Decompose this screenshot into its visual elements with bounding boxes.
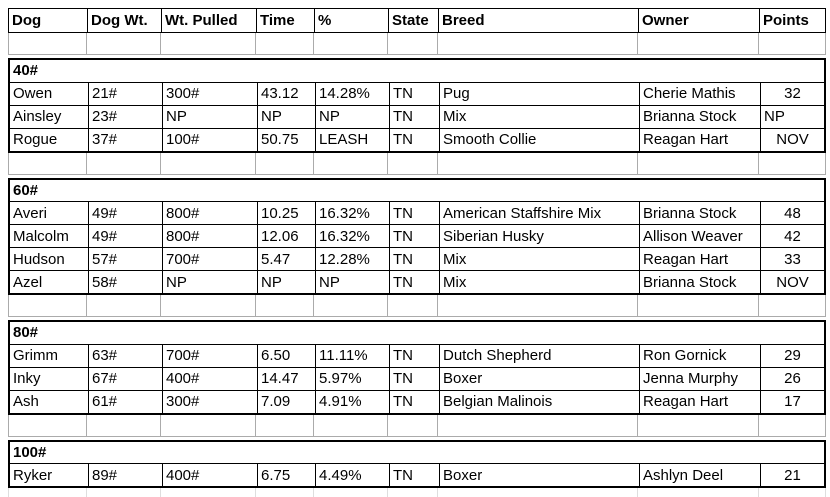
cell-breed: Mix [439, 271, 639, 293]
cell-time: 43.12 [257, 83, 315, 105]
cell-time: NP [257, 271, 315, 293]
spacer-cell [638, 33, 759, 54]
cell-breed: Siberian Husky [439, 225, 639, 247]
column-header-dog: Dog [12, 12, 42, 29]
cell-dog: Malcolm [13, 227, 69, 245]
cell-dog-wt: 23# [88, 106, 162, 128]
column-header-dog-wt: Dog Wt. [87, 9, 161, 32]
cell-points: 33 [760, 248, 824, 270]
cell-time: 6.50 [257, 345, 315, 367]
spacer-cell [759, 295, 826, 316]
spacer-cell [161, 295, 256, 316]
spacer-cell [87, 153, 161, 174]
cell-wt-pulled: 700# [162, 248, 257, 270]
spacer-cell [759, 415, 826, 436]
spacer-cell [438, 295, 638, 316]
spacer-cell [87, 33, 161, 54]
cell-: NP [315, 271, 389, 293]
cell-state: TN [389, 248, 439, 270]
spacer-cell [161, 33, 256, 54]
weight-class-section-60 [8, 178, 826, 296]
cell-dog-wt: 49# [88, 225, 162, 247]
cell-time: 10.25 [257, 202, 315, 224]
spacer-cell [87, 488, 161, 497]
cell-owner: Cherie Mathis [639, 83, 760, 105]
cell-owner: Reagan Hart [639, 129, 760, 151]
spacer-cell [438, 415, 638, 436]
cell-dog: Inky [13, 370, 41, 387]
spacer-cell [759, 488, 826, 497]
spacer-row [8, 153, 826, 175]
spacer-row [8, 295, 826, 317]
table-row [10, 270, 824, 293]
cell-dog: Ryker [13, 466, 53, 484]
cell-: LEASH [315, 129, 389, 151]
spacer-cell [638, 415, 759, 436]
spacer-cell [438, 488, 638, 497]
spacer-cell [161, 415, 256, 436]
cell-state: TN [389, 368, 439, 390]
cell-: 5.97% [315, 368, 389, 390]
spacer-cell [161, 488, 256, 497]
weight-class-title: 40# [10, 60, 824, 83]
table-body [8, 33, 826, 497]
spacer-cell [388, 295, 438, 316]
cell-points: NP [760, 106, 824, 128]
weight-class-title: 80# [10, 322, 824, 345]
cell-wt-pulled: 800# [162, 202, 257, 224]
cell-breed: Boxer [439, 368, 639, 390]
cell-: 4.49% [315, 464, 389, 486]
cell-owner: Brianna Stock [639, 106, 760, 128]
cell-state: TN [389, 464, 439, 486]
cell-breed: Mix [439, 106, 639, 128]
cell-owner: Jenna Murphy [639, 368, 760, 390]
spacer-cell [87, 415, 161, 436]
cell-state: TN [389, 129, 439, 151]
cell-: NP [315, 106, 389, 128]
cell-time: 6.75 [257, 464, 315, 486]
cell-state: TN [389, 391, 439, 413]
cell-time: 12.06 [257, 225, 315, 247]
cell-dog: Ainsley [13, 108, 62, 125]
cell-owner: Reagan Hart [639, 248, 760, 270]
table-row [10, 345, 824, 367]
cell-wt-pulled: 100# [162, 129, 257, 151]
spacer-cell [161, 153, 256, 174]
cell-state: TN [389, 83, 439, 105]
table-row [10, 105, 824, 128]
table-row [10, 390, 824, 413]
cell-points: 48 [760, 202, 824, 224]
table-header-row [8, 8, 826, 33]
cell-breed: Boxer [439, 464, 639, 486]
cell-dog: Ash [13, 393, 39, 410]
spacer-cell [638, 153, 759, 174]
spacer-cell [638, 488, 759, 497]
cell-state: TN [389, 225, 439, 247]
spacer-cell [388, 33, 438, 54]
cell-dog-wt: 89# [88, 464, 162, 486]
cell-dog-wt: 21# [88, 83, 162, 105]
cell-dog: Rogue [13, 131, 58, 148]
spacer-cell [388, 415, 438, 436]
cell-owner: Ashlyn Deel [639, 464, 760, 486]
cell-wt-pulled: 700# [162, 345, 257, 367]
cell-time: 14.47 [257, 368, 315, 390]
cell-dog-wt: 63# [88, 345, 162, 367]
weight-class-title: 60# [10, 180, 824, 203]
cell-breed: Smooth Collie [439, 129, 639, 151]
cell-owner: Allison Weaver [639, 225, 760, 247]
spacer-cell [256, 488, 314, 497]
spacer-cell [9, 415, 87, 436]
cell-points: 29 [760, 345, 824, 367]
spacer-cell [314, 153, 388, 174]
cell-points: NOV [760, 271, 824, 293]
spacer-cell [759, 33, 826, 54]
cell-dog-wt: 67# [88, 368, 162, 390]
cell-wt-pulled: 300# [162, 83, 257, 105]
column-header-points: Points [759, 9, 825, 32]
cell-dog: Grimm [13, 347, 58, 364]
cell-: 12.28% [315, 248, 389, 270]
cell-dog-wt: 58# [88, 271, 162, 293]
cell-owner: Brianna Stock [639, 271, 760, 293]
cell-dog-wt: 37# [88, 129, 162, 151]
spacer-cell [256, 295, 314, 316]
cell-dog-wt: 61# [88, 391, 162, 413]
cell-wt-pulled: 400# [162, 464, 257, 486]
cell-owner: Ron Gornick [639, 345, 760, 367]
spacer-cell [9, 33, 87, 54]
cell-points: 17 [760, 391, 824, 413]
column-header-owner: Owner [638, 9, 759, 32]
cell-dog-wt: 57# [88, 248, 162, 270]
weight-class-section-80 [8, 320, 826, 415]
spacer-cell [256, 415, 314, 436]
weight-class-section-40 [8, 58, 826, 153]
spacer-cell [438, 33, 638, 54]
column-header-: % [314, 9, 388, 32]
column-header-wt-pulled: Wt. Pulled [161, 9, 256, 32]
spacer-row [8, 33, 826, 55]
cell-state: TN [389, 271, 439, 293]
spacer-cell [256, 153, 314, 174]
cell-dog: Azel [13, 273, 43, 291]
cell-: 16.32% [315, 225, 389, 247]
spacer-cell [9, 488, 87, 497]
dog-pull-results-table [8, 8, 826, 497]
cell-wt-pulled: NP [162, 271, 257, 293]
cell-dog: Averi [13, 204, 47, 222]
column-header-time: Time [256, 9, 314, 32]
cell-time: 5.47 [257, 248, 315, 270]
spacer-cell [314, 295, 388, 316]
cell-owner: Brianna Stock [639, 202, 760, 224]
cell-points: 32 [760, 83, 824, 105]
cell-: 11.11% [315, 345, 389, 367]
spacer-cell [9, 295, 87, 316]
cell-points: 26 [760, 368, 824, 390]
cell-: 14.28% [315, 83, 389, 105]
column-header-state: State [388, 9, 438, 32]
weight-class-section-100 [8, 440, 826, 489]
cell-breed: Dutch Shepherd [439, 345, 639, 367]
weight-class-title: 100# [10, 442, 824, 465]
cell-breed: Pug [439, 83, 639, 105]
cell-breed: American Staffshire Mix [439, 202, 639, 224]
cell-wt-pulled: 400# [162, 368, 257, 390]
spacer-cell [759, 153, 826, 174]
spacer-cell [638, 295, 759, 316]
cell-state: TN [389, 345, 439, 367]
cell-points: NOV [760, 129, 824, 151]
cell-wt-pulled: 800# [162, 225, 257, 247]
cell-dog: Owen [13, 85, 53, 102]
cell-state: TN [389, 202, 439, 224]
gridline-stub-row [8, 488, 826, 497]
cell-dog: Hudson [13, 250, 65, 268]
cell-points: 21 [760, 464, 824, 486]
cell-wt-pulled: 300# [162, 391, 257, 413]
cell-breed: Belgian Malinois [439, 391, 639, 413]
cell-state: TN [389, 106, 439, 128]
cell-: 4.91% [315, 391, 389, 413]
spacer-cell [256, 33, 314, 54]
cell-dog-wt: 49# [88, 202, 162, 224]
table-row [10, 367, 824, 390]
cell-owner: Reagan Hart [639, 391, 760, 413]
table-row [10, 247, 824, 270]
spacer-row [8, 415, 826, 437]
cell-wt-pulled: NP [162, 106, 257, 128]
cell-breed: Mix [439, 248, 639, 270]
table-row [10, 464, 824, 486]
spacer-cell [314, 33, 388, 54]
spacer-cell [388, 153, 438, 174]
spacer-cell [438, 153, 638, 174]
cell-time: NP [257, 106, 315, 128]
spacer-cell [388, 488, 438, 497]
spacer-cell [314, 415, 388, 436]
column-header-breed: Breed [438, 9, 638, 32]
table-row [10, 224, 824, 247]
table-row [10, 83, 824, 105]
cell-time: 7.09 [257, 391, 315, 413]
cell-time: 50.75 [257, 129, 315, 151]
table-row [10, 202, 824, 224]
cell-points: 42 [760, 225, 824, 247]
spacer-cell [9, 153, 87, 174]
spacer-cell [314, 488, 388, 497]
cell-: 16.32% [315, 202, 389, 224]
table-row [10, 128, 824, 151]
spacer-cell [87, 295, 161, 316]
